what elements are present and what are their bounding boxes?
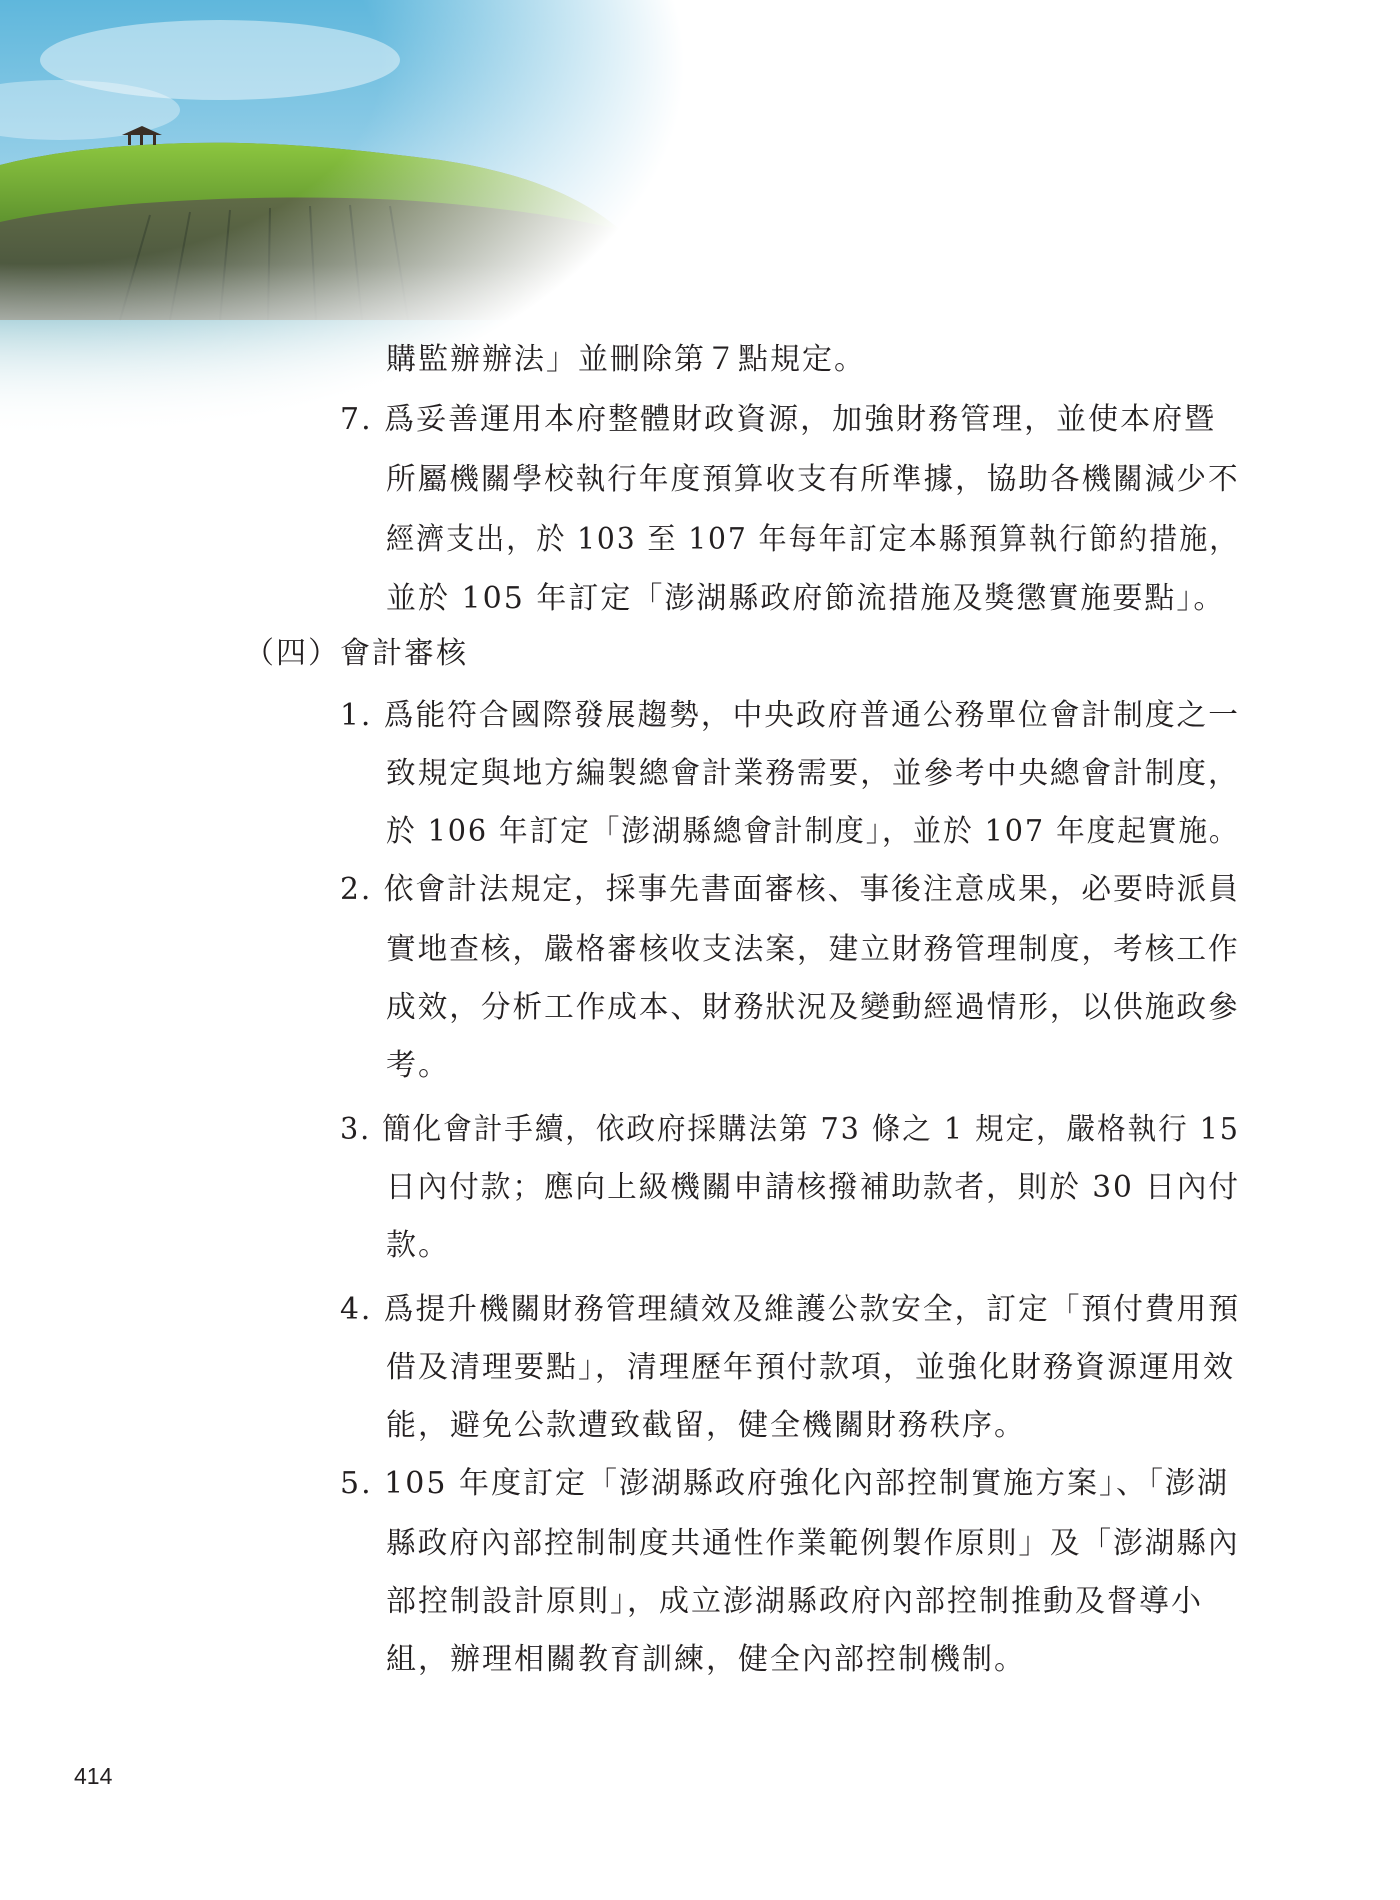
text-line: 借及清理要點」，清理歷年預付款項，並強化財務資源運用效 bbox=[386, 1350, 1235, 1385]
page-number: 414 bbox=[74, 1763, 113, 1789]
text-line: 能，避免公款遭致截留，健全機關財務秩序。 bbox=[386, 1408, 1026, 1443]
text-line: 4. 爲提升機關財務管理績效及維護公款安全，訂定「預付費用預 bbox=[340, 1292, 1240, 1327]
text-line: 考。 bbox=[386, 1048, 450, 1083]
text-line: 實地查核，嚴格審核收支法案，建立財務管理制度，考核工作 bbox=[386, 932, 1240, 967]
text-line: 致規定與地方編製總會計業務需要，並參考中央總會計制度， bbox=[386, 756, 1240, 791]
text-line: 於 106 年訂定「澎湖縣總會計制度」，並於 107 年度起實施。 bbox=[386, 814, 1240, 849]
text-line: 5. 105 年度訂定「澎湖縣政府強化內部控制實施方案」、「澎湖 bbox=[340, 1466, 1229, 1501]
text-line: 購監辦辦法」並刪除第７點規定。 bbox=[386, 342, 866, 377]
text-line: 日內付款；應向上級機關申請核撥補助款者，則於 30 日內付 bbox=[386, 1170, 1241, 1205]
text-line: 成效，分析工作成本、財務狀況及變動經過情形，以供施政參 bbox=[386, 990, 1240, 1025]
text-line: 部控制設計原則」，成立澎湖縣政府內部控制推動及督導小 bbox=[386, 1584, 1203, 1619]
text-line: 縣政府內部控制制度共通性作業範例製作原則」及「澎湖縣內 bbox=[386, 1526, 1240, 1561]
text-line: 3. 簡化會計手續，依政府採購法第 73 條之 1 規定，嚴格執行 15 bbox=[340, 1112, 1240, 1147]
text-line: 經濟支出，於 103 至 107 年每年訂定本縣預算執行節約措施， bbox=[386, 522, 1240, 557]
text-line: 並於 105 年訂定「澎湖縣政府節流措施及獎懲實施要點」。 bbox=[386, 581, 1226, 616]
text-line: 7. 爲妥善運用本府整體財政資源，加強財務管理，並使本府暨 bbox=[340, 402, 1217, 437]
section-heading: （四）會計審核 bbox=[244, 636, 468, 671]
text-line: 所屬機關學校執行年度預算收支有所準據，協助各機關減少不 bbox=[386, 462, 1240, 497]
text-line: 1. 爲能符合國際發展趨勢，中央政府普通公務單位會計制度之一 bbox=[340, 698, 1240, 733]
text-line: 組，辦理相關教育訓練，健全內部控制機制。 bbox=[386, 1642, 1026, 1677]
text-line: 2. 依會計法規定，採事先書面審核、事後注意成果，必要時派員 bbox=[340, 872, 1240, 907]
text-line: 款。 bbox=[386, 1228, 450, 1263]
